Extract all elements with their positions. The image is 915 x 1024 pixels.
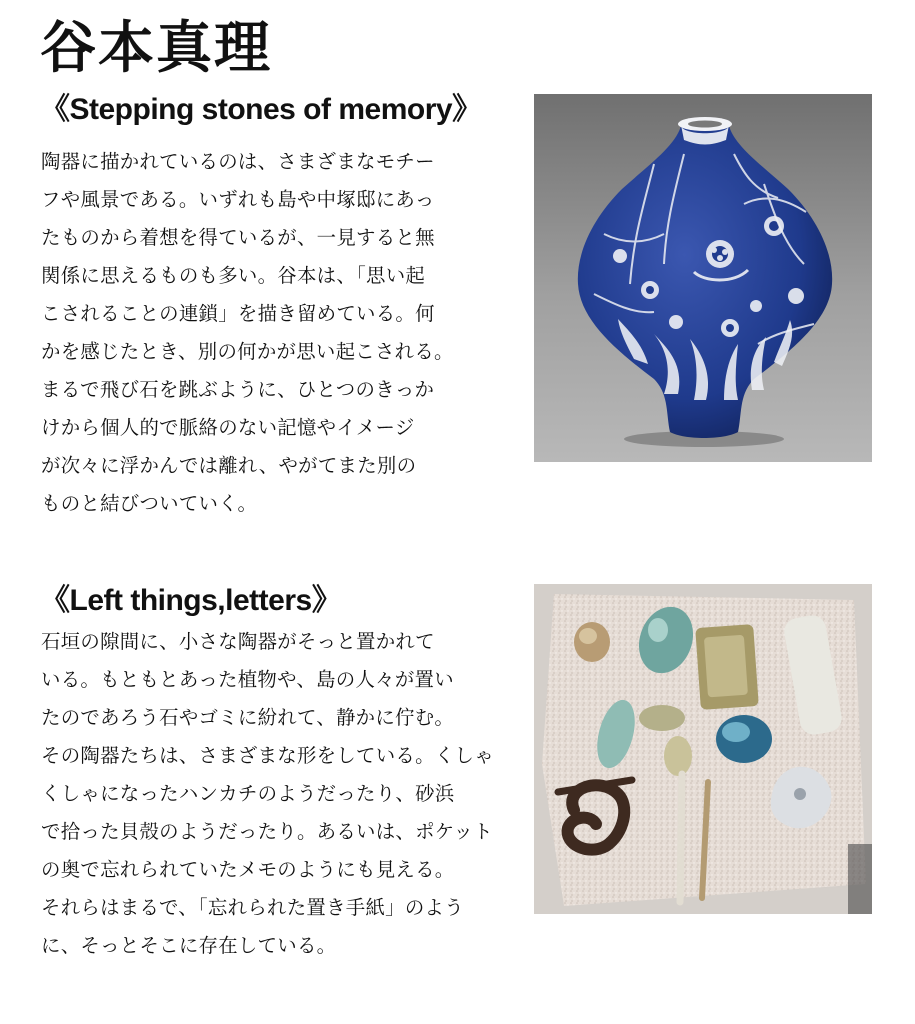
desc-line: で拾った貝殻のようだったり。あるいは、ポケット xyxy=(41,820,493,843)
desc-line: たのであろう石やゴミに紛れて、静かに佇む。 xyxy=(41,706,455,729)
desc-line: くしゃになったハンカチのようだったり、砂浜 xyxy=(41,782,455,805)
work-description-left-things xyxy=(41,623,503,965)
desc-line: けから個人的で脈絡のない記憶やイメージ xyxy=(41,416,415,439)
desc-line: かを感じたとき、別の何かが思い起こされる。 xyxy=(41,340,454,363)
desc-line: それらはまるで、「忘れられた置き手紙」のよう xyxy=(41,896,464,919)
work-title-left-things: 《Left things,letters》 xyxy=(40,584,342,617)
desc-line: 石垣の隙間に、小さな陶器がそっと置かれて xyxy=(41,630,435,653)
vase-photo xyxy=(534,94,872,462)
desc-line: ものと結びついていく。 xyxy=(41,492,258,515)
desc-line: こされることの連鎖」を描き留めている。何 xyxy=(41,302,435,325)
desc-line: 関係に思えるものも多い。谷本は、「思い起 xyxy=(41,264,426,287)
work-title-stepping-stones: 《Stepping stones of memory》 xyxy=(40,93,482,126)
desc-line: に、そっとそこに存在している。 xyxy=(41,934,337,957)
ceramics-on-sand-photo xyxy=(534,584,872,914)
desc-line: いる。もともとあった植物や、島の人々が置い xyxy=(41,668,454,691)
desc-line: 陶器に描かれているのは、さまざまなモチー xyxy=(41,150,435,173)
desc-line: フや風景である。いずれも島や中塚邸にあっ xyxy=(41,188,435,211)
work-description-stepping-stones xyxy=(41,143,503,523)
desc-line: が次々に浮かんでは離れ、やがてまた別の xyxy=(41,454,417,477)
desc-line: たものから着想を得ているが、一見すると無 xyxy=(41,226,435,249)
desc-line: まるで飛び石を跳ぶように、ひとつのきっか xyxy=(41,378,435,401)
artist-name: 谷本真理 xyxy=(40,16,272,81)
desc-line: その陶器たちは、さまざまな形をしている。くしゃ xyxy=(41,744,494,767)
desc-line: の奥で忘れられていたメモのようにも見える。 xyxy=(41,858,455,881)
